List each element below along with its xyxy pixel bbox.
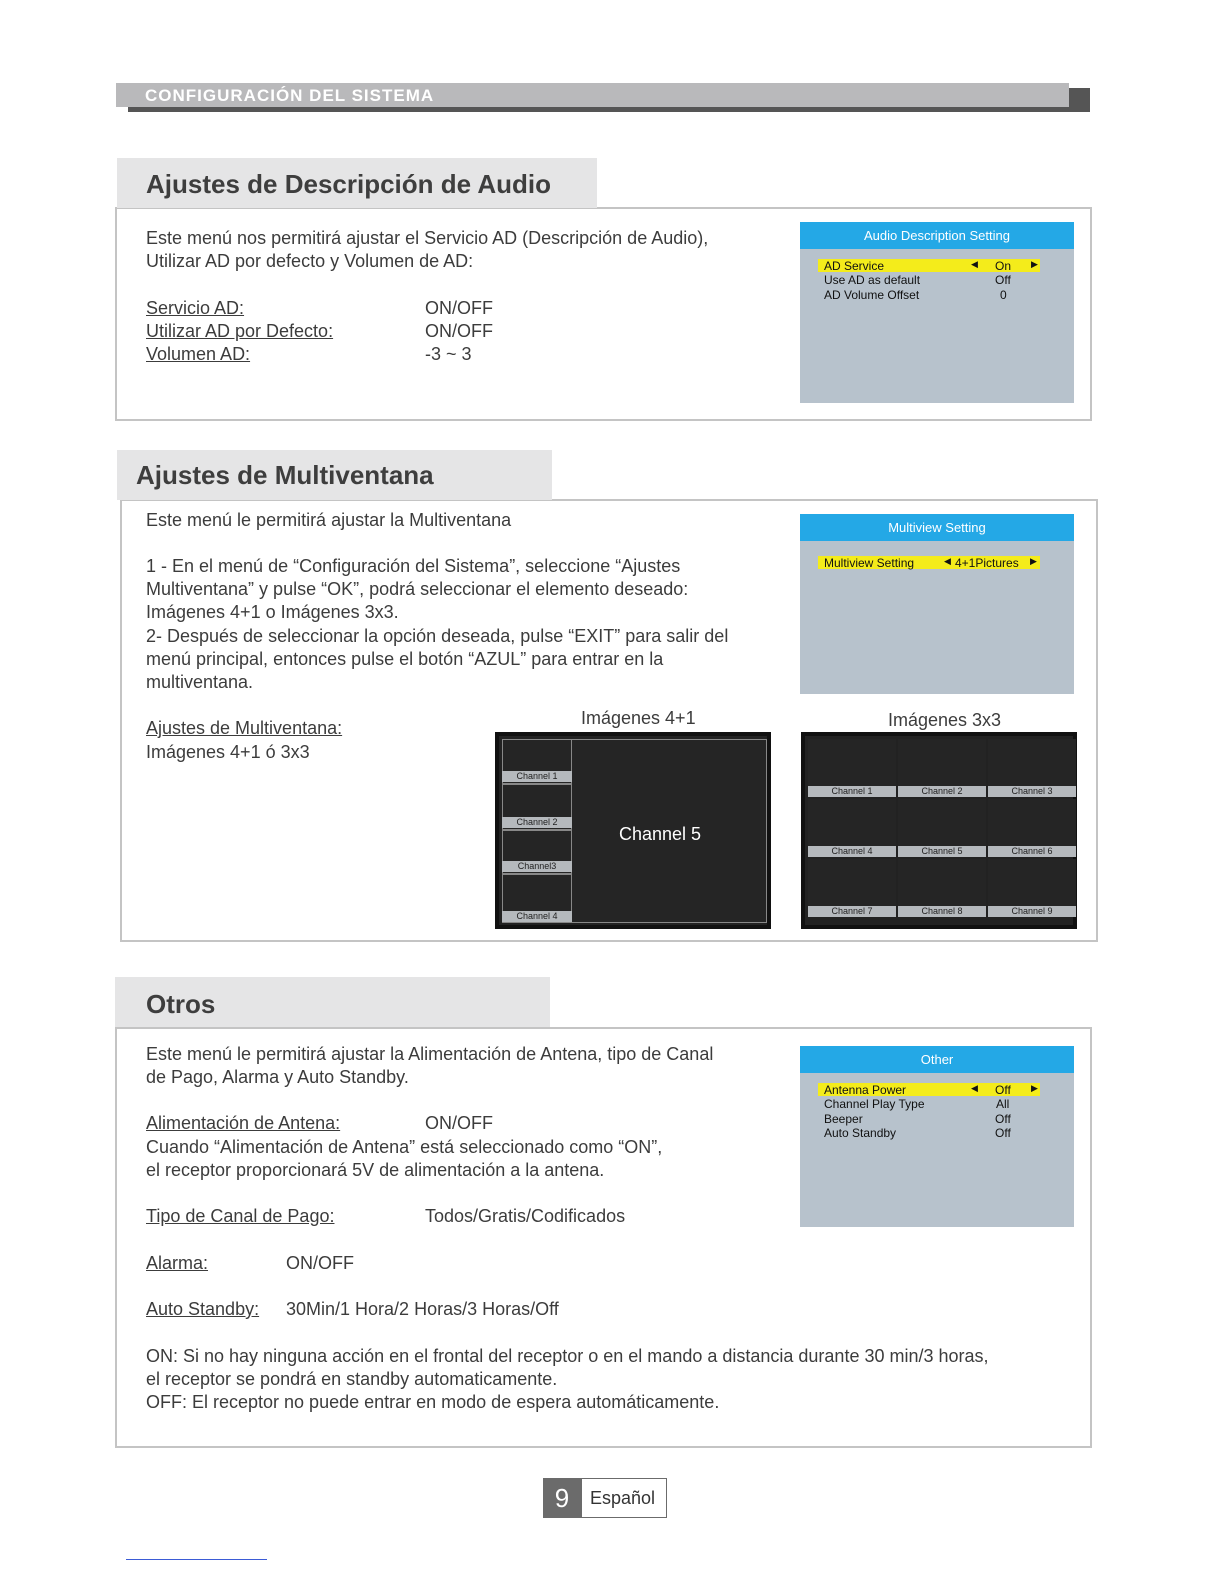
audio-osd-title: Audio Description Setting — [800, 222, 1074, 249]
other-osd-panel — [800, 1046, 1074, 1227]
preview-3x3-label-2: Channel 2 — [898, 786, 986, 797]
preview-3x3-label-4: Channel 4 — [808, 846, 896, 857]
audio-option-value-3: -3 ~ 3 — [425, 344, 472, 364]
other-section-tab — [115, 977, 550, 1027]
other-osd-row-value-3: Off — [995, 1112, 1011, 1126]
multiview-section-tab — [117, 450, 552, 500]
other-osd-row-value-2: All — [996, 1097, 1010, 1111]
multiview-osd-row-label: Multiview Setting — [824, 556, 915, 570]
auto-standby-label: Auto Standby: — [146, 1299, 260, 1319]
preview-3x3-label-8: Channel 8 — [898, 906, 986, 917]
preview-3x3-label-9: Channel 9 — [988, 906, 1076, 917]
antenna-value: ON/OFF — [425, 1113, 493, 1133]
right-arrow-icon: ▶ — [1030, 556, 1037, 566]
preview-4plus1 — [495, 732, 771, 929]
preview-3x3-label-6: Channel 6 — [988, 846, 1076, 857]
antenna-desc-1: Cuando “Alimentación de Antena” está seleccionado como “ON”, — [146, 1137, 663, 1157]
preview-4plus1-label-2: Channel 2 — [502, 817, 572, 828]
audio-osd-row-label-1: AD Service — [824, 259, 885, 273]
left-arrow-icon: ◀ — [971, 1083, 978, 1093]
preview-3x3-label-7: Channel 7 — [808, 906, 896, 917]
audio-option-label-1: Servicio AD: — [146, 298, 245, 318]
other-osd-row-label-3: Beeper — [824, 1112, 863, 1126]
multiview-osd-row-value: 4+1Pictures — [955, 556, 1019, 570]
other-intro-line-2: de Pago, Alarma y Auto Standby. — [146, 1067, 409, 1087]
audio-osd-panel — [800, 222, 1074, 403]
antenna-desc-2: el receptor proporcionará 5V de alimentación a la antena. — [146, 1160, 605, 1180]
preview-3x3-grid — [805, 736, 1073, 925]
preview-4plus1-caption: Imágenes 4+1 — [581, 708, 696, 728]
audio-osd-row-label-2: Use AD as default — [824, 273, 921, 287]
preview-3x3-caption: Imágenes 3x3 — [888, 710, 1002, 730]
preview-4plus1-main-label: Channel 5 — [619, 824, 702, 844]
multiview-line-6: menú principal, entonces pulse el botón “AZUL” para entrar en la — [146, 649, 664, 669]
preview-3x3-label-3: Channel 3 — [988, 786, 1076, 797]
other-note-3: OFF: El receptor no puede entrar en modo de espera automáticamente. — [146, 1392, 720, 1412]
left-arrow-icon: ◀ — [944, 556, 951, 566]
audio-osd-row-value-1: On — [995, 259, 1012, 273]
footer-rule — [126, 1559, 267, 1560]
audio-intro-line-2: Utilizar AD por defecto y Volumen de AD: — [146, 251, 474, 271]
multiview-line-4: Imágenes 4+1 o Imágenes 3x3. — [146, 602, 399, 622]
other-osd-row-label-4: Auto Standby — [824, 1126, 897, 1140]
audio-option-label-3: Volumen AD: — [146, 344, 251, 364]
preview-4plus1-label-4: Channel 4 — [502, 911, 572, 922]
multiview-section-title: Ajustes de Multiventana — [136, 460, 434, 490]
right-arrow-icon: ▶ — [1031, 1083, 1038, 1093]
other-section-title: Otros — [146, 989, 216, 1019]
multiview-osd-title: Multiview Setting — [800, 514, 1074, 541]
audio-option-value-2: ON/OFF — [425, 321, 493, 341]
preview-4plus1-label-3: Channel3 — [502, 861, 572, 872]
audio-osd-row-value-3: 0 — [1000, 288, 1007, 302]
alarm-label: Alarma: — [146, 1253, 209, 1273]
other-osd-row-value-1: Off — [995, 1083, 1011, 1097]
preview-3x3-label-1: Channel 1 — [808, 786, 896, 797]
other-note-2: el receptor se pondrá en standby automaticamente. — [146, 1369, 558, 1389]
multiview-line-5: 2- Después de seleccionar la opción deseada, pulse “EXIT” para salir del — [146, 626, 729, 646]
pay-channel-label: Tipo de Canal de Pago: — [146, 1206, 335, 1226]
audio-intro-line-1: Este menú nos permitirá ajustar el Servicio AD (Descripción de Audio), — [146, 228, 709, 248]
multiview-osd-panel — [800, 514, 1074, 694]
audio-option-value-1: ON/OFF — [425, 298, 493, 318]
antenna-label: Alimentación de Antena: — [146, 1113, 341, 1133]
other-intro-line-1: Este menú le permitirá ajustar la Alimentación de Antena, tipo de Canal — [146, 1044, 714, 1064]
other-osd-row-label-1: Antenna Power — [824, 1083, 907, 1097]
preview-3x3 — [801, 732, 1077, 929]
other-osd-title: Other — [800, 1046, 1074, 1073]
auto-standby-value: 30Min/1 Hora/2 Horas/3 Horas/Off — [286, 1299, 559, 1319]
page-number: 9 — [543, 1478, 581, 1518]
right-arrow-icon: ▶ — [1031, 259, 1038, 269]
multiview-line-7: multiventana. — [146, 672, 254, 692]
preview-3x3-label-5: Channel 5 — [898, 846, 986, 857]
header-title: CONFIGURACIÓN DEL SISTEMA — [145, 86, 435, 105]
audio-section-tab — [117, 158, 597, 208]
pay-channel-value: Todos/Gratis/Codificados — [425, 1206, 626, 1226]
multiview-setting-label: Ajustes de Multiventana: — [146, 718, 343, 738]
audio-osd-row-value-2: Off — [995, 273, 1011, 287]
multiview-line-3: Multiventana” y pulse “OK”, podrá seleccionar el elemento deseado: — [146, 579, 689, 599]
alarm-value: ON/OFF — [286, 1253, 354, 1273]
preview-4plus1-label-1: Channel 1 — [502, 771, 572, 782]
multiview-setting-value: Imágenes 4+1 ó 3x3 — [146, 742, 310, 762]
other-osd-row-label-2: Channel Play Type — [824, 1097, 925, 1111]
audio-option-label-2: Utilizar AD por Defecto: — [146, 321, 334, 341]
multiview-line-1: Este menú le permitirá ajustar la Multiventana — [146, 510, 512, 530]
header-bar — [116, 83, 1069, 107]
other-osd-row-value-4: Off — [995, 1126, 1011, 1140]
multiview-line-2: 1 - En el menú de “Configuración del Sistema”, seleccione “Ajustes — [146, 556, 681, 576]
page-language: Español — [581, 1478, 667, 1518]
left-arrow-icon: ◀ — [971, 259, 978, 269]
audio-section-title: Ajustes de Descripción de Audio — [146, 169, 552, 199]
other-note-1: ON: Si no hay ninguna acción en el frontal del receptor o en el mando a distancia durante 30 min/3 horas, — [146, 1346, 989, 1366]
audio-osd-row-label-3: AD Volume Offset — [824, 288, 920, 302]
